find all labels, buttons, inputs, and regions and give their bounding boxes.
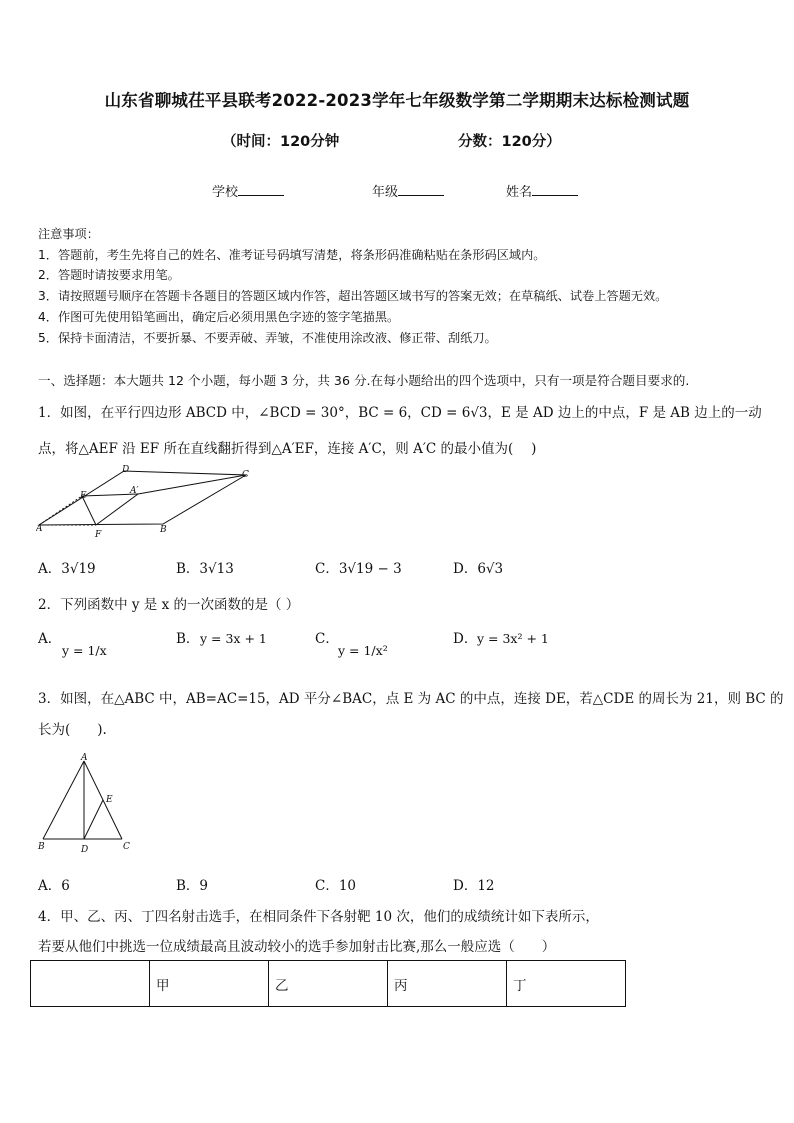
q1-stem-line1: 1．如图，在平行四边形 ABCD 中，∠BCD = 30°，BC = 6，CD = 6√3，E 是 AD 边上的中点，F 是 AB 边上的一动 [38, 405, 762, 421]
label-A: A [36, 524, 43, 534]
label-F: F [95, 530, 102, 540]
q2-stem: 2．下列函数中 y 是 x 的一次函数的是（ ） [38, 597, 300, 613]
label-C: C [123, 842, 130, 852]
q1-option-d: D．6√3 [453, 561, 504, 577]
exam-score: 分数：120分） [458, 134, 561, 150]
q2-option-a-expr: y = 1/x [62, 643, 107, 658]
label-E: E [106, 795, 113, 805]
q2-option-a-letter: A． [38, 631, 62, 647]
q3-option-c: C．10 [315, 878, 357, 894]
label-E: E [80, 491, 87, 501]
section-heading: 一、选择题：本大题共 12 个小题，每小题 3 分，共 36 分.在每小题给出的四个选项中，只有一项是符合题目要求的. [38, 373, 690, 388]
q2-option-d-expr: y = 3x² + 1 [477, 631, 549, 646]
label-B: B [38, 842, 45, 852]
q4-stem-line1: 4．甲、乙、丙、丁四名射击选手，在相同条件下各射靶 10 次，他们的成绩统计如下表所示， [38, 909, 599, 925]
q3-option-d: D．12 [453, 878, 495, 894]
label-B: B [160, 525, 167, 535]
q3-stem-line2: 长为( ). [38, 722, 107, 738]
notice-heading: 注意事项： [38, 227, 99, 241]
grade-field: 年级 [372, 181, 444, 200]
parallelogram-figure [36, 463, 258, 543]
notice-item: 1．答题前，考生先将自己的姓名、准考证号码填写清楚，将条形码准确粘贴在条形码区域内。 [38, 248, 546, 262]
q2-option-b-letter: B． [176, 631, 200, 647]
notice-item: 5．保持卡面清洁，不要折暴、不要弄破、弄皱，不准使用涂改液、修正带、刮纸刀。 [38, 331, 497, 345]
label-A: A [81, 753, 88, 763]
table-cell: 丁 [507, 961, 626, 1007]
page-title: 山东省聊城茌平县联考2022-2023学年七年级数学第二学期期末达标检测试题 [104, 91, 690, 110]
q3-stem-line1: 3．如图，在△ABC 中，AB=AC=15，AD 平分∠BAC，点 E 为 AC 的中点，连接 DE，若△CDE 的周长为 21，则 BC 的 [38, 691, 784, 707]
q3-option-b: B．9 [176, 878, 209, 894]
notice-item: 4．作图可先使用铅笔画出，确定后必须用黑色字迹的签字笔描黑。 [38, 310, 400, 324]
q2-option-b-expr: y = 3x + 1 [200, 631, 267, 646]
notice-item: 2．答题时请按要求用笔。 [38, 268, 180, 282]
triangle-figure [36, 751, 136, 857]
notice-item: 3．请按照题号顺序在答题卡各题目的答题区域内作答，超出答题区域书写的答案无效；在草稿纸、试卷上答题无效。 [38, 289, 668, 303]
exam-time: （时间：120分钟 [222, 134, 340, 150]
q3-option-a: A．6 [38, 878, 70, 894]
label-D: D [122, 465, 130, 475]
q1-option-c: C．3√19 − 3 [315, 561, 402, 577]
table-cell: 乙 [269, 961, 388, 1007]
table-row [31, 961, 626, 1007]
table-cell: 甲 [150, 961, 269, 1007]
school-field: 学校 [212, 181, 284, 200]
label-A-prime: A′ [130, 486, 139, 496]
table-cell: 丙 [388, 961, 507, 1007]
name-field: 姓名 [506, 181, 578, 200]
q2-option-c-expr: y = 1/x² [338, 643, 388, 658]
score-table [30, 960, 626, 1007]
q2-option-c-letter: C． [315, 631, 339, 647]
q2-option-d-letter: D． [453, 631, 478, 647]
q1-option-a: A．3√19 [38, 561, 96, 577]
label-C: C [242, 470, 249, 480]
label-D: D [81, 845, 89, 855]
q1-option-b: B．3√13 [176, 561, 234, 577]
table-cell [31, 961, 150, 1007]
q1-stem-line2: 点，将△AEF 沿 EF 所在直线翻折得到△A′EF，连接 A′C，则 A′C 的最小值为( ) [38, 441, 537, 457]
q4-stem-line2: 若要从他们中挑选一位成绩最高且波动较小的选手参加射击比赛,那么一般应选（ ） [38, 939, 556, 955]
